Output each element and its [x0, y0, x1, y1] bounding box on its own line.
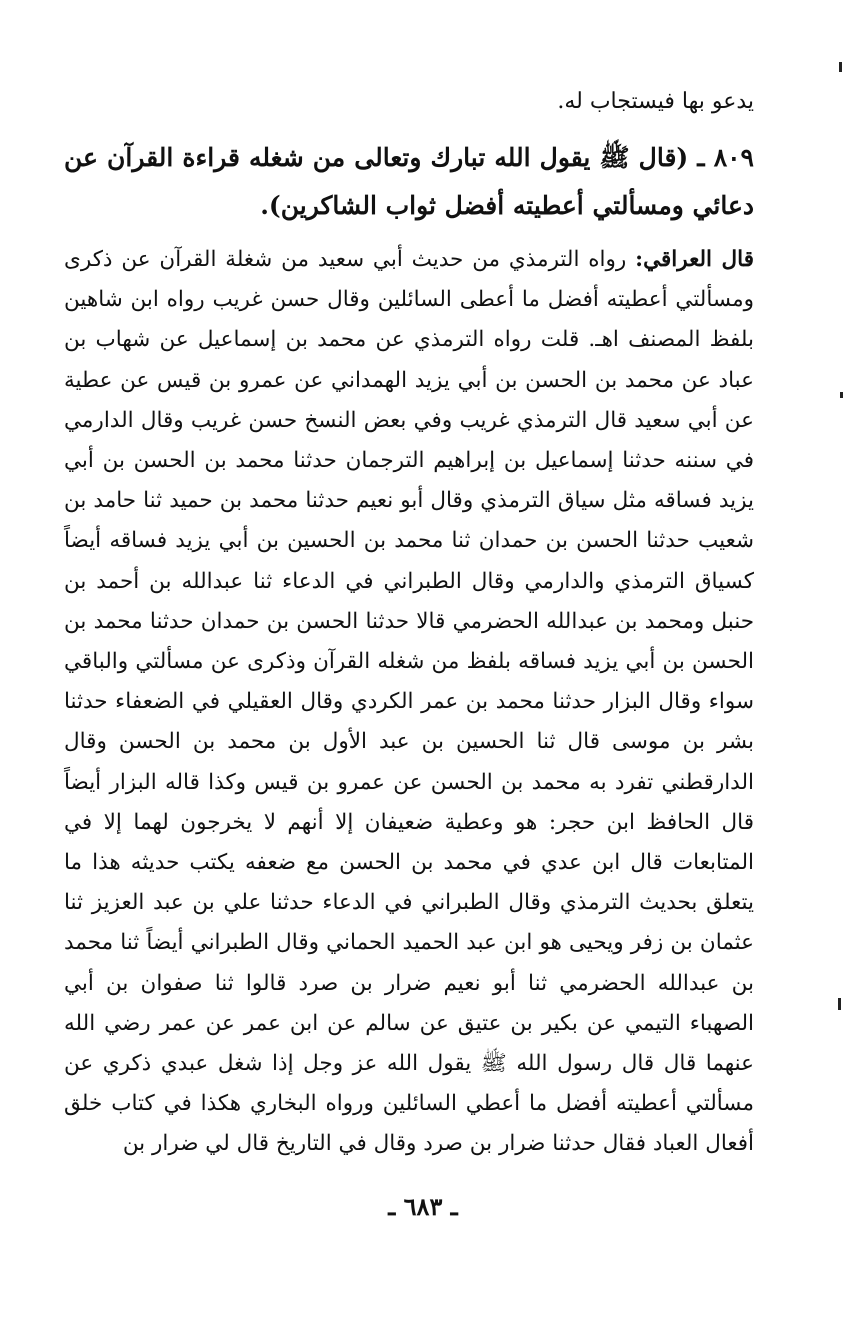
- scan-margin-mark: [838, 998, 841, 1010]
- scan-margin-mark: [839, 62, 842, 72]
- page-number: ـ ٦٨٣ ـ: [388, 1192, 458, 1221]
- commentary-body: رواه الترمذي من حديث أبي سعيد من شغلة القرآن عن ذكرى ومسألتي أعطيته أفضل ما أعطى السائلين وقال حسن غريب رواه ابن شاهين بلفظ المصنف اهـ. قلت رواه الترمذي عن محمد بن إسماعيل عن شهاب بن عباد عن محمد بن الحسن بن أبي يزيد الهمداني عن عمرو بن قيس عن عطية عن أبي سعيد قال الترمذي غريب وفي بعض النسخ حسن غريب وقال الدارمي في سننه حدثنا إسماعيل بن إبراهيم الترجمان حدثنا محمد بن الحسن بن أبي يزيد فساقه مثل سياق الترمذي وقال أبو نعيم حدثنا محمد بن حميد ثنا حامد بن شعيب حدثنا الحسن بن حمدان ثنا محمد بن الحسين بن أبي يزيد فساقه أيضاً كسياق الترمذي والدارمي وقال الطبراني في الدعاء ثنا عبدالله بن أحمد بن حنبل ومحمد بن عبدالله الحضرمي قالا حدثنا الحسن بن حمدان حدثنا محمد بن الحسن بن أبي يزيد فساقه بلفظ من شغله القرآن وذكرى عن مسألتي والباقي سواء وقال البزار حدثنا محمد بن عمر الكردي وقال العقيلي في الضعفاء حدثنا بشر بن موسى قال ثنا الحسين بن عبد الأول بن محمد بن الحسن وقال الدارقطني تفرد به محمد بن الحسن عن عمرو بن قيس وكذا قاله البزار أيضاً قال الحافظ ابن حجر: هو وعطية ضعيفان إلا أنهم لا يخرجون لهما إلا في المتابعات قال ابن عدي في محمد بن الحسن مع ضعفه يكتب حديثه هذا ما يتعلق بحديث الترمذي وقال الطبراني في الدعاء حدثنا علي بن عبد العزيز ثنا عثمان بن زفر ويحيى هو ابن عبد الحميد الحماني وقال الطبراني أيضاً ثنا محمد بن عبدالله الحضرمي ثنا أبو نعيم ضرار بن صرد قالوا ثنا صفوان بن أبي الصهباء التيمي عن بكير بن عتيق عن سالم عن ابن عمر عن عمر رضي الله عنهما قال قال رسول الله ﷺ يقول الله عز وجل إذا شغل عبدي ذكري عن مسألتي أعطيته أفضل ما أعطي السائلين ورواه البخاري هكذا في كتاب خلق أفعال العباد فقال حدثنا ضرار بن صرد وقال في التاريخ قال لي ضرار بن: [64, 247, 754, 1157]
- scan-margin-mark: [840, 392, 843, 398]
- commentary-paragraph: [64, 240, 754, 1165]
- commentary-lead: قال العراقي:: [635, 247, 754, 272]
- intro-line: يدعو بها فيستجاب له.: [557, 89, 754, 114]
- hadith-text: ٨٠٩ ـ (قال ﷺ يقول الله تبارك وتعالى من شغله قراءة القرآن عن دعائي ومسألتي أعطيته أفضل ثواب الشاكرين).: [64, 143, 754, 220]
